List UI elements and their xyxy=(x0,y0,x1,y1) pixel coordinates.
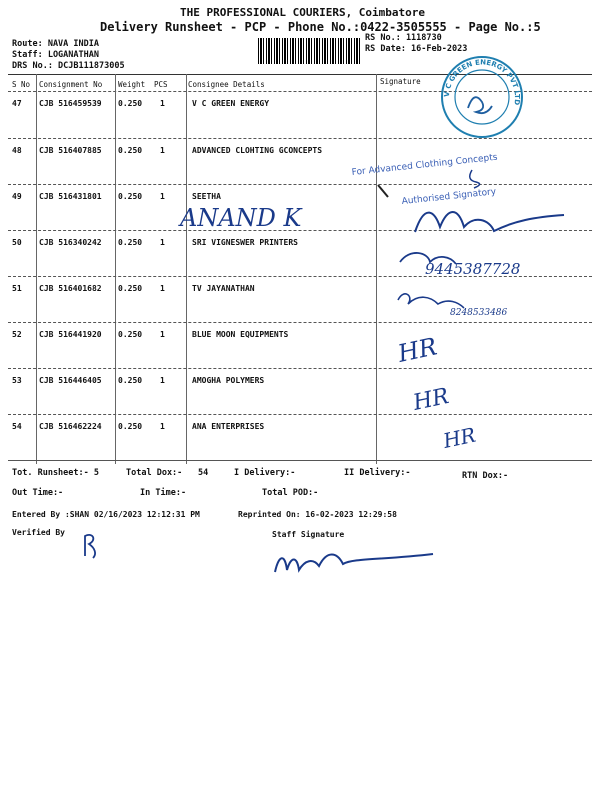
row-consignee: ADVANCED CLOHTING GCONCEPTS xyxy=(192,146,323,155)
staff-signature-label: Staff Signature xyxy=(272,530,345,539)
row-consignment: CJB 516340242 xyxy=(39,238,102,247)
row-weight: 0.250 xyxy=(118,146,143,155)
row-sno: 49 xyxy=(12,192,22,201)
col-header-consignee: Consignee Details xyxy=(188,80,265,89)
row-consignee: BLUE MOON EQUIPMENTS xyxy=(192,330,289,339)
i-delivery: I Delivery:- xyxy=(234,468,296,478)
row-consignment: CJB 516441920 xyxy=(39,330,102,339)
row-weight: 0.250 xyxy=(118,99,143,108)
signature-tv xyxy=(398,294,464,308)
row-consignment: CJB 516459539 xyxy=(39,99,102,108)
reprinted-on: Reprinted On: 16-02-2023 12:29:58 xyxy=(238,510,397,519)
signature-scrawl xyxy=(415,212,564,232)
rtn-dox: RTN Dox:- xyxy=(462,471,509,481)
verified-by: Verified By xyxy=(12,528,65,537)
seal-text: V C GREEN ENERGY PVT LTD xyxy=(442,58,522,106)
row-pcs: 1 xyxy=(160,99,165,108)
row-weight: 0.250 xyxy=(118,284,143,293)
col-header-weight: Weight xyxy=(118,80,146,89)
handwriting-phone-51: 8248533486 xyxy=(450,308,508,318)
row-sno: 54 xyxy=(12,422,22,431)
row-consignment: CJB 516462224 xyxy=(39,422,102,431)
ii-delivery: II Delivery:- xyxy=(344,468,411,478)
row-sno: 48 xyxy=(12,146,22,155)
out-time: Out Time:- xyxy=(12,488,64,498)
handwriting-hr-53: HR xyxy=(411,383,452,416)
row-consignment: CJB 516401682 xyxy=(39,284,102,293)
total-pod: Total POD:- xyxy=(262,488,319,498)
rs-date: RS Date: 16-Feb-2023 xyxy=(365,44,468,54)
row-pcs: 1 xyxy=(160,376,165,385)
handwriting-hr-52: HR xyxy=(395,332,440,368)
row-pcs: 1 xyxy=(160,284,165,293)
row-consignee: V C GREEN ENERGY xyxy=(192,99,270,108)
total-dox-value: 54 xyxy=(198,468,209,478)
total-runsheet: Tot. Runsheet:- 5 xyxy=(12,468,99,478)
row-consignee: SRI VIGNESWER PRINTERS xyxy=(192,238,298,247)
row-pcs: 1 xyxy=(160,422,165,431)
round-seal-stamp xyxy=(442,57,522,137)
col-header-sno: S No xyxy=(12,80,31,89)
row-consignment: CJB 516431801 xyxy=(39,192,102,201)
col-header-consignment: Consignment No xyxy=(39,80,103,89)
adv-stamp-line: For Advanced Clothing Concepts xyxy=(351,152,498,178)
col-header-signature: Signature xyxy=(380,77,421,86)
row-sno: 47 xyxy=(12,99,22,108)
row-consignment: CJB 516446405 xyxy=(39,376,102,385)
row-consignee: AMOGHA POLYMERS xyxy=(192,376,265,385)
row-pcs: 1 xyxy=(160,238,165,247)
drs-number: DRS No.: DCJB111873005 xyxy=(12,61,125,71)
row-weight: 0.250 xyxy=(118,192,143,201)
entered-by: Entered By :SHAN 02/16/2023 12:12:31 PM xyxy=(12,510,200,519)
row-consignee: SEETHA xyxy=(192,192,221,201)
row-pcs: 1 xyxy=(160,192,165,201)
tick-mark xyxy=(378,185,388,197)
row-sno: 50 xyxy=(12,238,22,247)
staff-signature-scrawl xyxy=(275,554,433,572)
row-consignment: CJB 516407885 xyxy=(39,146,102,155)
row-consignee: TV JAYANATHAN xyxy=(192,284,255,293)
row-pcs: 1 xyxy=(160,330,165,339)
total-dox-label: Total Dox:- xyxy=(126,468,183,478)
row-consignee: ANA ENTERPRISES xyxy=(192,422,265,431)
row-weight: 0.250 xyxy=(118,330,143,339)
row-weight: 0.250 xyxy=(118,422,143,431)
row-pcs: 1 xyxy=(160,146,165,155)
handwriting-anand: ANAND K xyxy=(180,204,302,232)
adv-initials xyxy=(470,170,480,188)
row-weight: 0.250 xyxy=(118,238,143,247)
adv-stamp-signatory: Authorised Signatory xyxy=(401,187,497,207)
row-sno: 52 xyxy=(12,330,22,339)
row-sno: 51 xyxy=(12,284,22,293)
verified-initial xyxy=(85,535,95,558)
handwriting-hr-54: HR xyxy=(441,422,478,453)
route: Route: NAVA INDIA xyxy=(12,39,99,49)
row-sno: 53 xyxy=(12,376,22,385)
staff: Staff: LOGANATHAN xyxy=(12,50,99,60)
col-header-pcs: PCS xyxy=(154,80,168,89)
handwriting-phone-50: 9445387728 xyxy=(425,260,521,278)
in-time: In Time:- xyxy=(140,488,187,498)
company-name: THE PROFESSIONAL COURIERS, Coimbatore xyxy=(180,6,426,19)
rs-number: RS No.: 1118730 xyxy=(365,33,442,43)
runsheet-title: Delivery Runsheet - PCP - Phone No.:0422-3505555 - Page No.:5 xyxy=(100,20,541,34)
row-weight: 0.250 xyxy=(118,376,143,385)
